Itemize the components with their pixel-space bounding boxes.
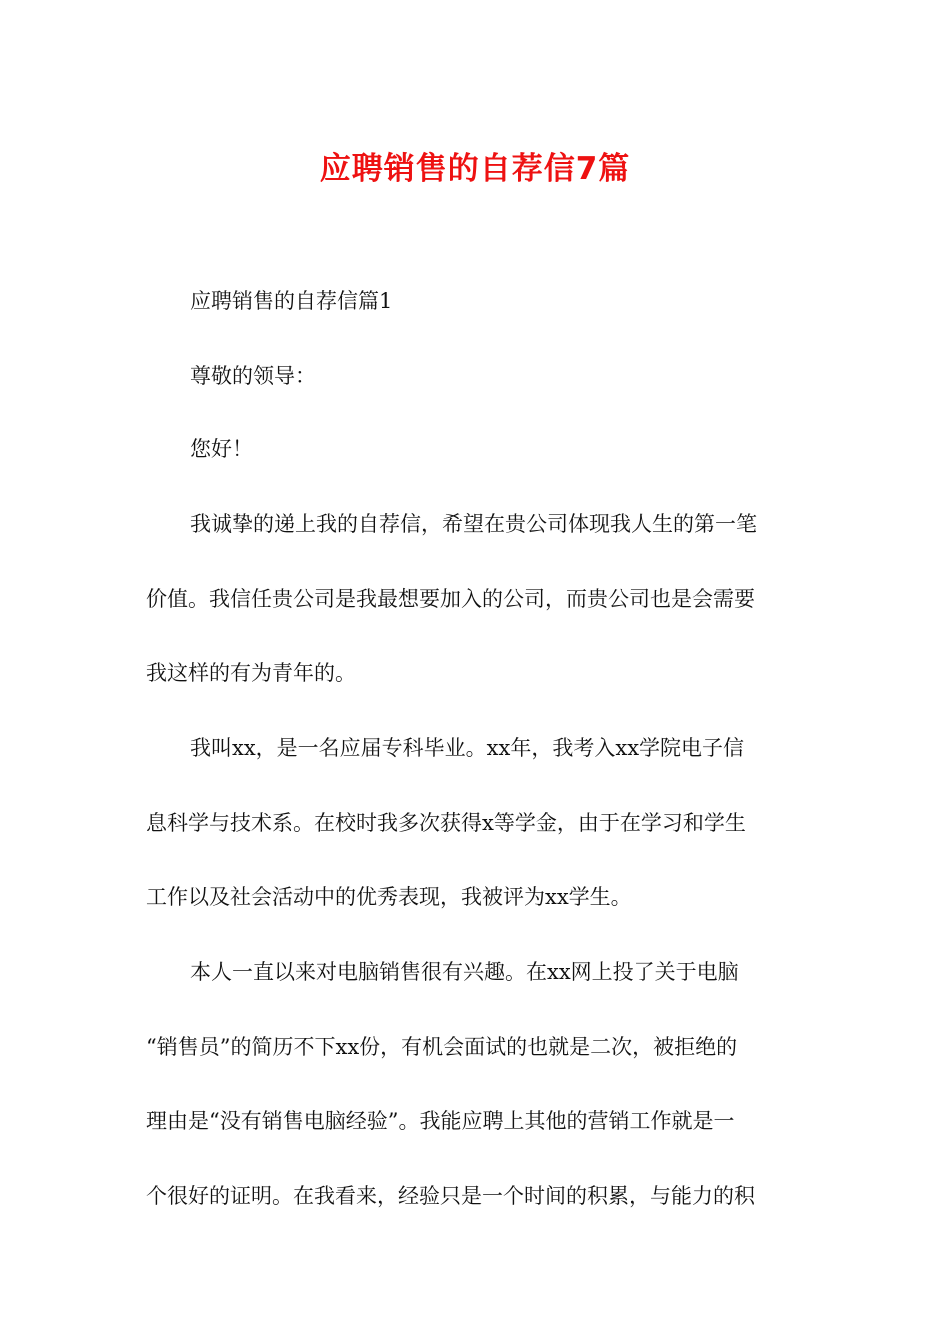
section-heading: 应聘销售的自荐信篇1: [190, 289, 393, 313]
salutation: 尊敬的领导：: [190, 364, 316, 388]
greeting: 您好！: [190, 437, 253, 461]
paragraph-line: 我这样的有为青年的。: [146, 661, 356, 685]
paragraph-line: 价值。我信任贵公司是我最想要加入的公司，而贵公司也是会需要: [146, 587, 755, 611]
document-title: 应聘销售的自荐信7篇: [319, 151, 631, 187]
paragraph-line: “销售员”的简历不下xx份，有机会面试的也就是二次，被拒绝的: [146, 1035, 738, 1059]
paragraph-line: 我诚挚的递上我的自荐信，希望在贵公司体现我人生的第一笔: [190, 512, 757, 536]
paragraph-line: 我叫xx，是一名应届专科毕业。xx年，我考入xx学院电子信: [190, 736, 745, 760]
paragraph-line: 息科学与技术系。在校时我多次获得x等学金，由于在学习和学生: [146, 811, 746, 835]
paragraph-line: 本人一直以来对电脑销售很有兴趣。在xx网上投了关于电脑: [190, 960, 739, 984]
paragraph-line: 个很好的证明。在我看来，经验只是一个时间的积累，与能力的积: [146, 1184, 755, 1208]
paragraph-line: 理由是“没有销售电脑经验”。我能应聘上其他的营销工作就是一: [146, 1109, 735, 1133]
paragraph-line: 工作以及社会活动中的优秀表现，我被评为xx学生。: [146, 885, 632, 909]
